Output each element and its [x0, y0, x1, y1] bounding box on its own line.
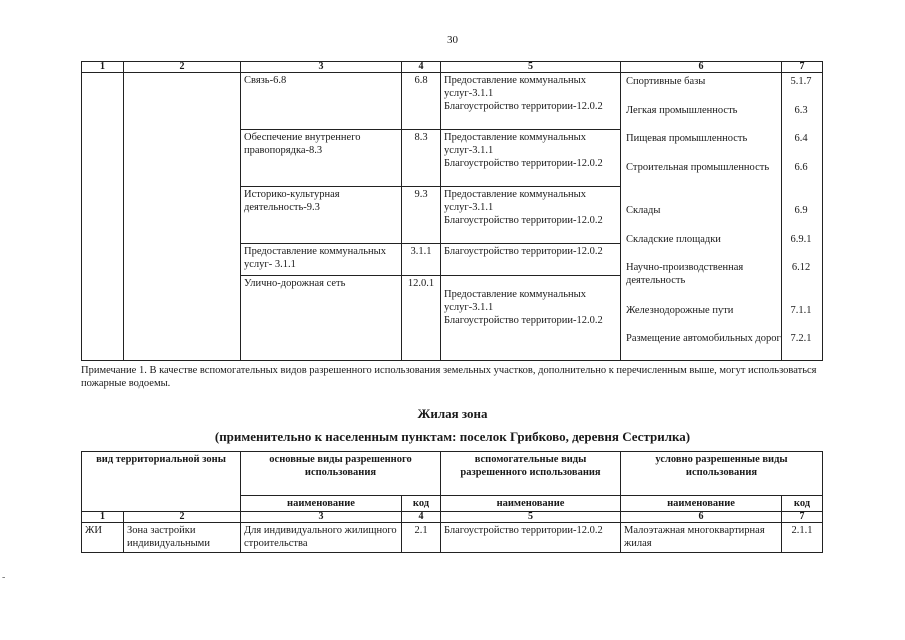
- aux-use-cell: [441, 187, 621, 244]
- main-use-code: 8.3: [402, 130, 441, 187]
- column-number: 5: [441, 512, 621, 523]
- main-use-code: 12.0.1: [402, 276, 441, 361]
- zone-code: ЖИ: [82, 523, 124, 553]
- column-number: 6: [621, 62, 782, 73]
- column-number: 2: [124, 512, 241, 523]
- column-number-row: [82, 62, 823, 73]
- aux-use-cell: [441, 73, 621, 130]
- main-use-name: Для индивидуального жилищного строительства: [241, 523, 402, 553]
- conditional-use-code: 6.12: [791, 262, 811, 273]
- column-number: 4: [402, 62, 441, 73]
- aux-use-cell: [441, 130, 621, 187]
- page-number: 30: [447, 34, 458, 46]
- column-number: 7: [782, 62, 823, 73]
- conditional-use-name: Складские площадки: [626, 234, 721, 245]
- column-number: 7: [782, 512, 823, 523]
- conditional-use-code: 5.1.7: [790, 76, 812, 87]
- header-row: [82, 452, 823, 496]
- conditional-use-name: Научно-производственная деятельность: [626, 262, 744, 286]
- zone-type-header: вид территориальной зоны: [82, 452, 241, 512]
- aux-use-item: Благоустройство территории-12.0.2: [444, 158, 603, 169]
- conditional-use-code: 6.9: [794, 205, 808, 216]
- conditional-use-name: Железнодорожные пути: [626, 305, 734, 316]
- code-header: код: [402, 496, 441, 512]
- main-use-code: 9.3: [402, 187, 441, 244]
- aux-uses-header: вспомогательные виды разрешенного использования: [441, 452, 621, 496]
- aux-use-item: Предоставление коммунальных услуг-3.1.1: [444, 189, 586, 213]
- aux-use-name: Благоустройство территории-12.0.2: [441, 523, 621, 553]
- zone-name: Зона застройки индивидуальными: [124, 523, 241, 553]
- zone-name-cell: [124, 73, 241, 361]
- name-header: наименование: [241, 496, 402, 512]
- main-use-name: Историко-культурная деятельность-9.3: [241, 187, 402, 244]
- zone-subtitle: (применительно к населенным пунктам: поселок Грибково, деревня Сестрилка): [214, 429, 691, 444]
- zone-code-cell: [82, 73, 124, 361]
- column-number: 1: [82, 512, 124, 523]
- name-header: наименование: [621, 496, 782, 512]
- column-number: 3: [241, 512, 402, 523]
- main-uses-header: основные виды разрешенного использования: [241, 452, 441, 496]
- conditional-use-code: 7.2.1: [790, 333, 812, 344]
- residential-zone-table: [81, 451, 823, 553]
- conditional-use-name: Пищевая промышленность: [626, 133, 748, 144]
- conditional-use-name: Склады: [626, 205, 661, 216]
- aux-use-item: Благоустройство территории-12.0.2: [444, 246, 603, 257]
- main-use-code: 6.8: [402, 73, 441, 130]
- conditional-use-codes: [782, 73, 823, 361]
- column-number: 6: [621, 512, 782, 523]
- conditional-use-name: Легкая промышленность: [626, 105, 738, 116]
- aux-use-cell: [441, 276, 621, 361]
- main-use-name: Улично-дорожная сеть: [241, 276, 402, 361]
- code-header: код: [782, 496, 823, 512]
- table-note: Примечание 1. В качестве вспомогательных видов разрешенного использования земельных участков, дополнительно к перечисленным выше, могут использоваться пожарные водоемы.: [81, 365, 817, 389]
- conditional-use-code: 7.1.1: [790, 305, 812, 316]
- aux-use-item: Предоставление коммунальных услуг-3.1.1: [444, 75, 586, 99]
- scan-mark: -: [2, 572, 6, 583]
- column-number-row: [82, 512, 823, 523]
- land-use-table-continued: [81, 61, 823, 361]
- aux-use-item: Благоустройство территории-12.0.2: [444, 215, 603, 226]
- main-use-code: 3.1.1: [402, 244, 441, 276]
- conditional-use-name: Строительная промышленность: [626, 162, 770, 173]
- conditional-use-name: Размещение автомобильных дорог: [626, 333, 781, 344]
- column-number: 3: [241, 62, 402, 73]
- conditional-uses-header: условно разрешенные виды использования: [621, 452, 823, 496]
- zone-title: Жилая зона: [417, 406, 488, 421]
- conditional-use-code: 2.1.1: [782, 523, 823, 553]
- aux-use-item: Предоставление коммунальных услуг-3.1.1: [444, 132, 586, 156]
- conditional-use-name: Спортивные базы: [626, 76, 706, 87]
- main-use-name: Связь-6.8: [241, 73, 402, 130]
- aux-use-item: Предоставление коммунальных услуг-3.1.1: [444, 289, 586, 313]
- conditional-use-names: [621, 73, 782, 361]
- table-row: [82, 523, 823, 553]
- name-header: наименование: [441, 496, 621, 512]
- aux-use-cell: [441, 244, 621, 276]
- aux-use-item: Благоустройство территории-12.0.2: [444, 315, 603, 326]
- conditional-use-name: Малоэтажная многоквартирная жилая: [621, 523, 782, 553]
- conditional-use-code: 6.3: [794, 105, 808, 116]
- main-use-code: 2.1: [402, 523, 441, 553]
- column-number: 2: [124, 62, 241, 73]
- conditional-use-code: 6.6: [794, 162, 808, 173]
- table-row: [82, 73, 823, 130]
- column-number: 5: [441, 62, 621, 73]
- conditional-use-code: 6.4: [794, 133, 808, 144]
- column-number: 4: [402, 512, 441, 523]
- conditional-use-code: 6.9.1: [790, 234, 812, 245]
- column-number: 1: [82, 62, 124, 73]
- main-use-name: Предоставление коммунальных услуг- 3.1.1: [241, 244, 402, 276]
- aux-use-item: Благоустройство территории-12.0.2: [444, 101, 603, 112]
- main-use-name: Обеспечение внутреннего правопорядка-8.3: [241, 130, 402, 187]
